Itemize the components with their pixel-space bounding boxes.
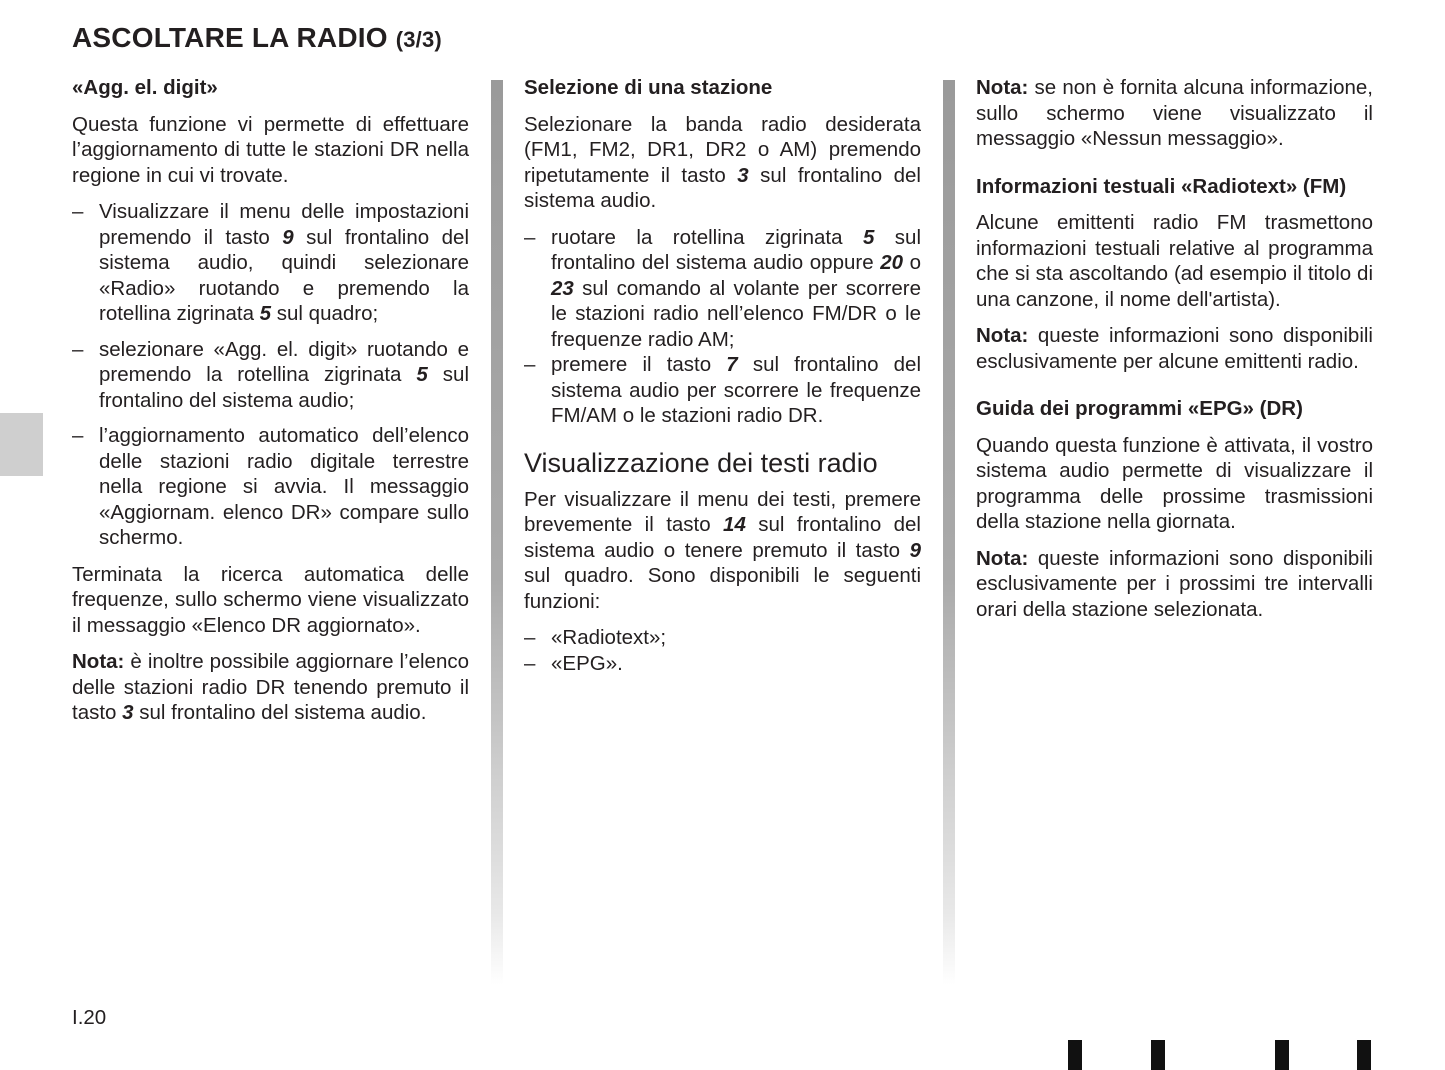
list-item: – selezionare «Agg. el. digit» ruotando e premendo la rotellina zigrinata 5 sul frontalino del sistema audio; xyxy=(72,337,469,414)
column-1 xyxy=(72,75,469,737)
key-number: 5 xyxy=(259,302,272,325)
key-number: 14 xyxy=(723,513,746,536)
heading-station-selection: Selezione di una stazione xyxy=(524,76,773,99)
list-item: – premere il tasto 7 sul frontalino del sistema audio per scorrere le frequenze FM/AM o le stazioni radio DR. xyxy=(524,352,921,429)
steps-list xyxy=(72,199,469,551)
key-number: 5 xyxy=(862,225,875,249)
note-label: Nota: xyxy=(72,650,125,673)
epg-paragraph: Quando questa funzione è attivata, il vostro sistema audio permette di visualizzare il programma delle prossime trasmissioni della stazione nella giornata. xyxy=(976,433,1373,533)
key-number: 3 xyxy=(737,163,749,187)
column-3 xyxy=(976,75,1373,633)
key-number: 7 xyxy=(726,353,738,376)
column-divider-2 xyxy=(943,80,955,985)
key-number: 3 xyxy=(122,701,134,724)
station-steps-list xyxy=(524,225,921,429)
key-number: 23 xyxy=(551,276,574,300)
list-item: – «Radiotext»; xyxy=(524,625,921,651)
functions-list xyxy=(524,625,921,676)
heading-epg: Guida dei programmi «EPG» (DR) xyxy=(976,397,1303,420)
print-mark xyxy=(1068,1040,1082,1070)
note-paragraph: Nota: se non è fornita alcuna informazione, sullo schermo viene visualizzato il messaggio «Nessun messaggio». xyxy=(976,76,1373,150)
chapter-tab xyxy=(0,413,43,476)
title-main: ASCOLTARE LA RADIO xyxy=(72,22,388,53)
note-label: Nota: xyxy=(976,76,1029,99)
column-2 xyxy=(524,75,921,687)
result-paragraph: Terminata la ricerca automatica delle frequenze, sullo schermo viene visualizzato il messaggio «Elenco DR aggiornato». xyxy=(72,562,469,637)
note-paragraph: Nota: è inoltre possibile aggiornare l’elenco delle stazioni radio DR tenendo premuto il tasto 3 sul frontalino del sistema audio. xyxy=(72,650,469,724)
list-item: – ruotare la rotellina zigrinata 5 sul frontalino del sistema audio oppure 20 o 23 sul comando al volante per scorrere le stazioni radio nell’elenco FM/DR o le frequenze radio AM; xyxy=(524,225,921,353)
key-number: 20 xyxy=(880,251,904,274)
band-paragraph: Selezionare la banda radio desiderata (FM1, FM2, DR1, DR2 o AM) premendo ripetutamente il tasto 3 sul frontalino del sistema audio. xyxy=(524,112,921,212)
print-mark xyxy=(1357,1040,1371,1070)
radio-text-paragraph: Per visualizzare il menu dei testi, premere brevemente il tasto 14 sul frontalino del sistema audio o tenere premuto il tasto 9 sul quadro. Sono disponibili le seguenti funzioni: xyxy=(524,487,921,613)
heading-agg-el-digit: «Agg. el. digit» xyxy=(72,76,218,99)
title-part: (3/3) xyxy=(395,27,442,52)
note-paragraph: Nota: queste informazioni sono disponibili esclusivamente per i prossimi tre intervalli orari della stazione selezionata. xyxy=(976,546,1373,621)
column-divider-1 xyxy=(491,80,503,985)
note-label: Nota: xyxy=(976,324,1029,347)
note-label: Nota: xyxy=(976,546,1029,570)
list-item: – Visualizzare il menu delle impostazioni premendo il tasto 9 sul frontalino del sistema audio, quindi selezionare «Radio» ruotando e premendo la rotellina zigrinata 5 sul quadro; xyxy=(72,199,469,327)
print-mark xyxy=(1151,1040,1165,1070)
page-title xyxy=(72,22,442,54)
intro-paragraph: Questa funzione vi permette di effettuare l’aggiornamento di tutte le stazioni DR nella regione in cui vi trovate. xyxy=(72,112,469,187)
section-title-radio-text: Visualizzazione dei testi radio xyxy=(524,447,878,478)
page-number: I.20 xyxy=(72,1006,107,1029)
list-item: – l’aggiornamento automatico dell’elenco delle stazioni radio digitale terrestre nella regione si avvia. Il messaggio «Aggiornam. elenco DR» compare sullo schermo. xyxy=(72,423,469,551)
print-mark xyxy=(1275,1040,1289,1070)
key-number: 5 xyxy=(416,363,428,386)
note-paragraph: Nota: queste informazioni sono disponibili esclusivamente per alcune emittenti radio. xyxy=(976,324,1373,373)
list-item: – «EPG». xyxy=(524,651,921,677)
key-number: 9 xyxy=(282,225,294,249)
heading-radiotext: Informazioni testuali «Radiotext» (FM) xyxy=(976,174,1347,198)
key-number: 9 xyxy=(909,538,921,562)
radiotext-paragraph: Alcune emittenti radio FM trasmettono informazioni testuali relative al programma che si sta ascoltando (ad esempio il titolo di una canzone, il nome dell'artista). xyxy=(976,211,1373,311)
